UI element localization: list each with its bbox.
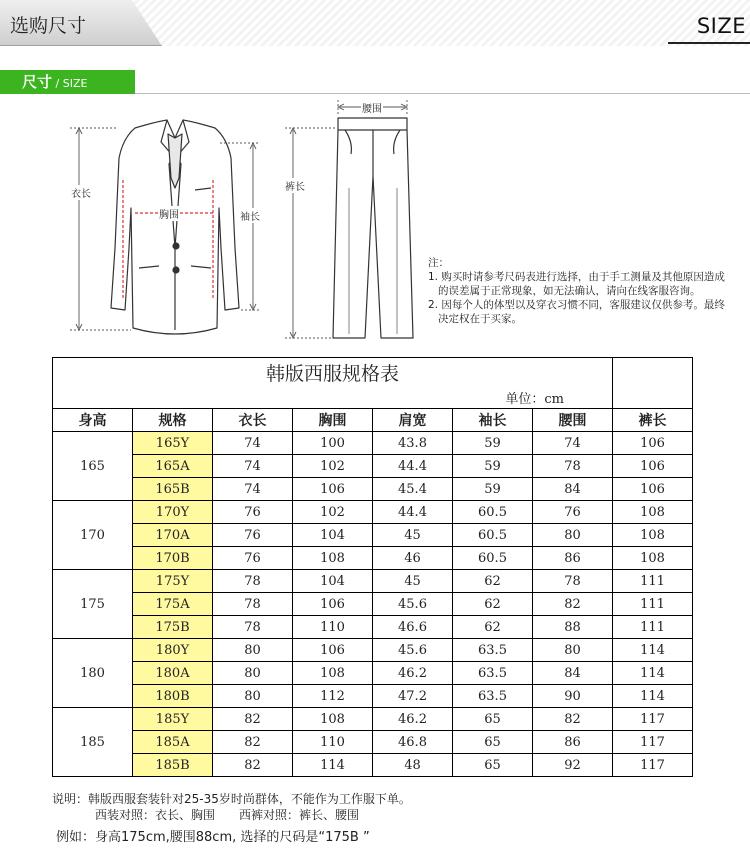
value-cell: 108 — [293, 662, 373, 685]
height-cell: 180 — [53, 639, 133, 708]
value-cell: 46.6 — [373, 616, 453, 639]
value-cell: 86 — [533, 547, 613, 570]
jacket-drawing — [111, 120, 239, 334]
header-height: 身高 — [53, 409, 133, 432]
spec-cell: 185Y — [133, 708, 213, 731]
value-cell: 108 — [613, 524, 693, 547]
value-cell: 102 — [293, 455, 373, 478]
header-spec: 规格 — [133, 409, 213, 432]
value-cell: 80 — [213, 662, 293, 685]
spec-cell: 180B — [133, 685, 213, 708]
spec-cell: 165B — [133, 478, 213, 501]
value-cell: 117 — [613, 731, 693, 754]
spec-cell: 180A — [133, 662, 213, 685]
value-cell: 80 — [533, 524, 613, 547]
value-cell: 63.5 — [453, 685, 533, 708]
value-cell: 74 — [213, 478, 293, 501]
value-cell: 74 — [213, 455, 293, 478]
value-cell: 46.2 — [373, 708, 453, 731]
value-cell: 78 — [213, 593, 293, 616]
value-cell: 108 — [613, 547, 693, 570]
value-cell: 60.5 — [453, 501, 533, 524]
height-cell: 185 — [53, 708, 133, 777]
value-cell: 86 — [533, 731, 613, 754]
value-cell: 108 — [293, 708, 373, 731]
value-cell: 110 — [293, 731, 373, 754]
value-cell: 111 — [613, 616, 693, 639]
sleeve-length-label: 袖长 — [239, 208, 261, 223]
value-cell: 111 — [613, 570, 693, 593]
value-cell: 63.5 — [453, 639, 533, 662]
table-row — [53, 639, 693, 662]
spec-cell: 170A — [133, 524, 213, 547]
value-cell: 100 — [293, 432, 373, 455]
value-cell: 45.6 — [373, 593, 453, 616]
value-cell: 84 — [533, 662, 613, 685]
header-jacket-length: 衣长 — [213, 409, 293, 432]
value-cell: 78 — [533, 570, 613, 593]
value-cell: 108 — [613, 501, 693, 524]
footer-example: 例如：身高175cm,腰围88cm, 选择的尺码是“175B ” — [56, 830, 370, 845]
section-divider — [135, 93, 750, 94]
header-sleeve: 袖长 — [453, 409, 533, 432]
value-cell: 114 — [293, 754, 373, 777]
value-cell: 60.5 — [453, 547, 533, 570]
table-row — [53, 685, 693, 708]
chest-label: 胸围 — [158, 206, 180, 221]
value-cell: 82 — [533, 708, 613, 731]
table-unit: 单位：cm — [53, 386, 613, 409]
value-cell: 76 — [213, 501, 293, 524]
pants-length-label: 裤长 — [284, 178, 306, 193]
value-cell: 106 — [293, 478, 373, 501]
value-cell: 59 — [453, 455, 533, 478]
suit-diagram — [55, 98, 430, 350]
value-cell: 112 — [293, 685, 373, 708]
value-cell: 117 — [613, 754, 693, 777]
header-waist: 腰围 — [533, 409, 613, 432]
value-cell: 60.5 — [453, 524, 533, 547]
value-cell: 114 — [613, 662, 693, 685]
footer-reference: 西装对照：衣长、胸围 西裤对照：裤长、腰围 — [95, 808, 360, 822]
value-cell: 48 — [373, 754, 453, 777]
value-cell: 62 — [453, 570, 533, 593]
spec-cell: 185A — [133, 731, 213, 754]
table-row — [53, 455, 693, 478]
header-pants-length: 裤长 — [613, 409, 693, 432]
value-cell: 44.4 — [373, 501, 453, 524]
value-cell: 74 — [533, 432, 613, 455]
header-title: 选购尺寸 — [10, 15, 87, 37]
value-cell: 47.2 — [373, 685, 453, 708]
size-chart-table — [52, 357, 693, 777]
table-title: 韩版西服规格表 — [53, 358, 613, 387]
value-cell: 76 — [213, 524, 293, 547]
table-title-row — [53, 358, 693, 387]
value-cell: 59 — [453, 478, 533, 501]
value-cell: 90 — [533, 685, 613, 708]
value-cell: 45 — [373, 570, 453, 593]
value-cell: 43.8 — [373, 432, 453, 455]
jacket-length-label: 衣长 — [70, 185, 92, 200]
value-cell: 106 — [613, 455, 693, 478]
value-cell: 45.4 — [373, 478, 453, 501]
value-cell: 62 — [453, 593, 533, 616]
value-cell: 59 — [453, 432, 533, 455]
note-item-1: 1. 购买时请参考尺码表进行选择，由于手工测量及其他原因造成的误差属于正常现象，如无法确认，请向在线客服咨询。 — [428, 271, 725, 297]
spec-cell: 170B — [133, 547, 213, 570]
value-cell: 104 — [293, 570, 373, 593]
footer-description: 说明：韩版西服套装针对25-35岁时尚群体，不能作为工作服下单。 — [52, 792, 411, 806]
table-row — [53, 478, 693, 501]
value-cell: 78 — [533, 455, 613, 478]
header-shoulder: 肩宽 — [373, 409, 453, 432]
pants-dimension-lines — [285, 100, 407, 338]
header-chest: 胸围 — [293, 409, 373, 432]
value-cell: 78 — [213, 570, 293, 593]
spec-cell: 180Y — [133, 639, 213, 662]
section-tag — [0, 70, 135, 94]
value-cell: 78 — [213, 616, 293, 639]
page-header — [0, 0, 750, 46]
value-cell: 46 — [373, 547, 453, 570]
value-cell: 82 — [213, 754, 293, 777]
value-cell: 76 — [213, 547, 293, 570]
value-cell: 74 — [213, 432, 293, 455]
value-cell: 102 — [293, 501, 373, 524]
spec-cell: 175Y — [133, 570, 213, 593]
value-cell: 82 — [213, 731, 293, 754]
table-row — [53, 708, 693, 731]
value-cell: 80 — [533, 639, 613, 662]
value-cell: 108 — [293, 547, 373, 570]
header-size-label: SIZE — [696, 14, 746, 38]
value-cell: 65 — [453, 754, 533, 777]
value-cell: 104 — [293, 524, 373, 547]
value-cell: 46.2 — [373, 662, 453, 685]
value-cell: 106 — [293, 593, 373, 616]
value-cell: 65 — [453, 731, 533, 754]
spec-cell: 175A — [133, 593, 213, 616]
table-row — [53, 547, 693, 570]
height-cell: 175 — [53, 570, 133, 639]
table-header-row — [53, 409, 693, 432]
table-row — [53, 432, 693, 455]
value-cell: 44.4 — [373, 455, 453, 478]
table-unit-row — [53, 386, 693, 409]
spec-cell: 165Y — [133, 432, 213, 455]
table-row — [53, 662, 693, 685]
value-cell: 80 — [213, 685, 293, 708]
value-cell: 110 — [293, 616, 373, 639]
notes-block — [428, 256, 728, 326]
table-row — [53, 501, 693, 524]
value-cell: 82 — [213, 708, 293, 731]
waist-label: 腰围 — [361, 100, 383, 115]
pants-drawing — [333, 118, 413, 338]
value-cell: 111 — [613, 593, 693, 616]
value-cell: 106 — [613, 478, 693, 501]
jacket-guides — [123, 180, 215, 298]
table-row — [53, 570, 693, 593]
notes-heading: 注： — [428, 257, 449, 269]
table-row — [53, 731, 693, 754]
measurement-illustration — [55, 98, 430, 350]
height-cell: 170 — [53, 501, 133, 570]
value-cell: 114 — [613, 685, 693, 708]
value-cell: 65 — [453, 708, 533, 731]
value-cell: 63.5 — [453, 662, 533, 685]
value-cell: 84 — [533, 478, 613, 501]
table-row — [53, 524, 693, 547]
spec-cell: 175B — [133, 616, 213, 639]
spec-cell: 185B — [133, 754, 213, 777]
value-cell: 76 — [533, 501, 613, 524]
spec-cell: 165A — [133, 455, 213, 478]
section-tag-en: / SIZE — [52, 77, 88, 90]
value-cell: 80 — [213, 639, 293, 662]
value-cell: 114 — [613, 639, 693, 662]
section-tag-cn: 尺寸 — [22, 73, 53, 91]
value-cell: 45 — [373, 524, 453, 547]
table-row — [53, 616, 693, 639]
table-row — [53, 593, 693, 616]
value-cell: 117 — [613, 708, 693, 731]
value-cell: 106 — [613, 432, 693, 455]
value-cell: 46.8 — [373, 731, 453, 754]
value-cell: 88 — [533, 616, 613, 639]
value-cell: 62 — [453, 616, 533, 639]
value-cell: 82 — [533, 593, 613, 616]
value-cell: 45.6 — [373, 639, 453, 662]
note-item-2: 2. 因每个人的体型以及穿衣习惯不同，客服建议仅供参考。最终决定权在于买家。 — [428, 299, 725, 325]
table-row — [53, 754, 693, 777]
spec-cell: 170Y — [133, 501, 213, 524]
value-cell: 92 — [533, 754, 613, 777]
header-underline — [668, 42, 750, 44]
height-cell: 165 — [53, 432, 133, 501]
value-cell: 106 — [293, 639, 373, 662]
